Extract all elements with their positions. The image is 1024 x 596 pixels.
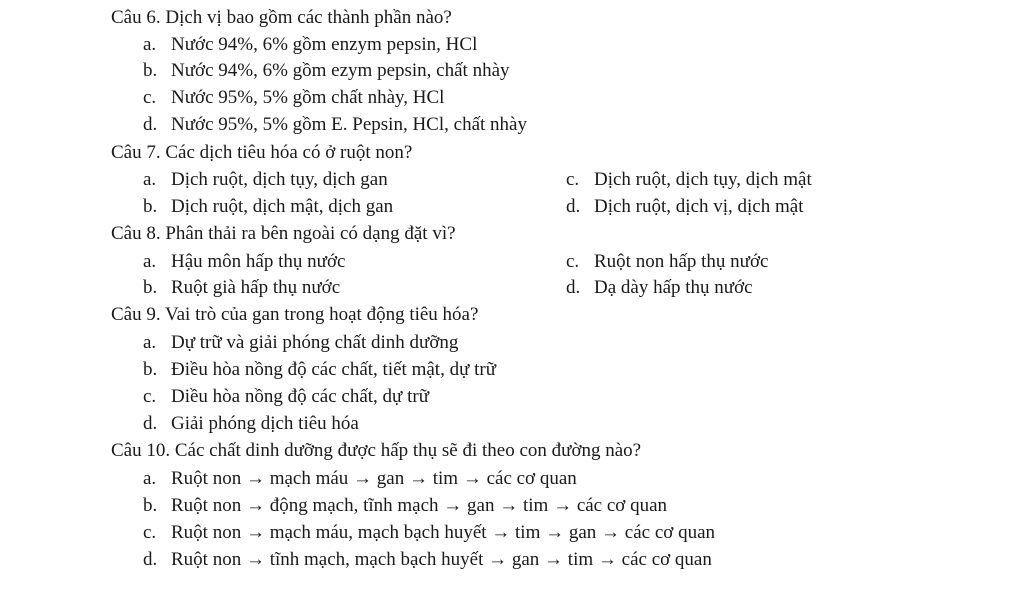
option-label: a. — [143, 34, 157, 55]
option-row — [143, 250, 345, 274]
option-text: Dịch ruột, dịch vị, dịch mật — [594, 196, 804, 217]
option-row — [143, 113, 527, 137]
option-row — [143, 358, 496, 382]
option-label: c. — [143, 87, 157, 108]
option-label: d. — [566, 277, 581, 298]
option-row — [566, 250, 768, 274]
option-label: a. — [143, 468, 157, 489]
option-text: Dịch ruột, dịch tụy, dịch mật — [594, 169, 812, 190]
question-title: Câu 6. Dịch vị bao gồm các thành phần nào? — [111, 7, 452, 28]
option-text: Nước 95%, 5% gồm E. Pepsin, HCl, chất nhày — [171, 114, 527, 135]
option-row — [143, 86, 444, 110]
question-title: Câu 10. Các chất dinh dưỡng được hấp thụ sẽ đi theo con đường nào? — [111, 440, 642, 461]
option-text: Ruột già hấp thụ nước — [171, 277, 341, 298]
option-row — [143, 331, 458, 355]
option-row — [143, 168, 388, 192]
option-label: c. — [566, 169, 580, 190]
option-text: Ruột non → động mạch, tĩnh mạch → gan → tim → các cơ quan — [171, 495, 668, 516]
option-row — [143, 521, 715, 545]
option-text: Hậu môn hấp thụ nước — [171, 251, 346, 272]
option-text: Nước 94%, 6% gồm enzym pepsin, HCl — [171, 34, 478, 55]
option-text: Ruột non → mạch máu, mạch bạch huyết → tim → gan → các cơ quan — [171, 522, 716, 543]
option-row — [143, 467, 577, 491]
option-row — [566, 276, 753, 300]
option-label: c. — [566, 251, 580, 272]
option-label: b. — [143, 277, 158, 298]
option-label: a. — [143, 169, 157, 190]
option-label: c. — [143, 522, 157, 543]
option-text: Dự trữ và giải phóng chất dinh dưỡng — [171, 332, 459, 353]
option-text: Dạ dày hấp thụ nước — [594, 277, 753, 298]
question-title: Câu 8. Phân thải ra bên ngoài có dạng đặt vì? — [111, 223, 456, 244]
option-text: Dịch ruột, dịch mật, dịch gan — [171, 196, 394, 217]
option-row — [143, 195, 393, 219]
option-row — [143, 33, 477, 57]
option-text: Dịch ruột, dịch tụy, dịch gan — [171, 169, 388, 190]
option-text: Điều hòa nồng độ các chất, tiết mật, dự trữ — [171, 359, 497, 380]
option-label: d. — [143, 549, 158, 570]
option-text: Diều hòa nồng độ các chất, dự trữ — [171, 386, 430, 407]
option-row — [566, 168, 812, 192]
option-label: a. — [143, 251, 157, 272]
option-row — [566, 195, 803, 219]
option-label: b. — [143, 495, 158, 516]
option-label: b. — [143, 196, 158, 217]
option-label: d. — [143, 114, 158, 135]
option-text: Giải phóng dịch tiêu hóa — [171, 413, 359, 434]
question-title: Câu 9. Vai trò của gan trong hoạt động tiêu hóa? — [111, 304, 479, 325]
option-text: Ruột non → mạch máu → gan → tim → các cơ quan — [171, 468, 577, 489]
option-row — [143, 385, 429, 409]
option-label: b. — [143, 359, 158, 380]
option-text: Ruột non → tĩnh mạch, mạch bạch huyết → gan → tim → các cơ quan — [171, 549, 712, 570]
option-label: c. — [143, 386, 157, 407]
option-row — [143, 412, 359, 436]
option-row — [143, 548, 712, 572]
option-label: d. — [143, 413, 158, 434]
option-text: Ruột non hấp thụ nước — [594, 251, 769, 272]
option-row — [143, 59, 510, 83]
option-text: Nước 94%, 6% gồm ezym pepsin, chất nhày — [171, 60, 510, 81]
option-label: d. — [566, 196, 581, 217]
question-title: Câu 7. Các dịch tiêu hóa có ở ruột non? — [111, 142, 413, 163]
option-label: a. — [143, 332, 157, 353]
option-row — [143, 494, 667, 518]
option-text: Nước 95%, 5% gồm chất nhày, HCl — [171, 87, 445, 108]
option-label: b. — [143, 60, 158, 81]
option-row — [143, 276, 340, 300]
